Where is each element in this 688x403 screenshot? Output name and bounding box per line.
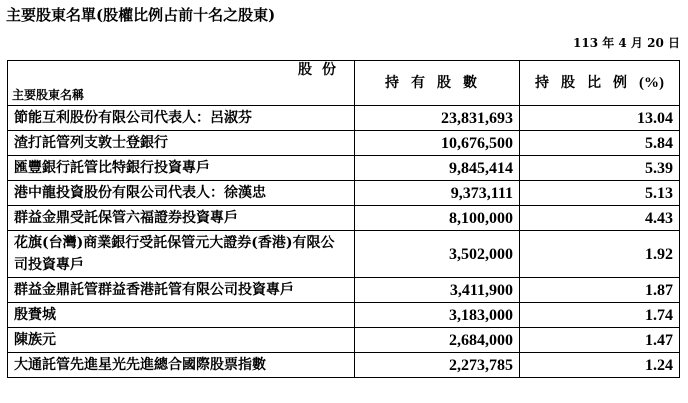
shares-held: 23,831,693 (355, 106, 520, 131)
table-row (8, 131, 680, 156)
table-row (8, 303, 680, 328)
table-row (8, 106, 680, 131)
table-row (8, 328, 680, 353)
header-name-label: 主要股東名稱 (12, 88, 85, 102)
document-date: 113 年 4 月 20 日 (573, 36, 680, 50)
holding-ratio: 4.43 (520, 206, 680, 231)
holding-ratio: 13.04 (520, 106, 680, 131)
shareholder-name: 匯豐銀行託管比特銀行投資專戶 (8, 156, 355, 181)
table-row (8, 353, 680, 378)
holding-ratio: 1.87 (520, 278, 680, 303)
holding-ratio: 1.24 (520, 353, 680, 378)
shares-held: 8,100,000 (355, 206, 520, 231)
header-ratio-label: 持股比例 (535, 74, 639, 91)
shareholder-name: 節能互利股份有限公司代表人：呂淑芬 (8, 106, 355, 131)
table-body (8, 106, 680, 378)
shares-held: 3,411,900 (355, 278, 520, 303)
shareholder-name: 港中龍投資股份有限公司代表人：徐漢忠 (8, 181, 355, 206)
table-row (8, 231, 680, 278)
holding-ratio: 1.74 (520, 303, 680, 328)
shares-held: 3,502,000 (355, 231, 520, 278)
shares-held: 9,845,414 (355, 156, 520, 181)
table-header-row (8, 61, 680, 106)
shares-held: 2,273,785 (355, 353, 520, 378)
header-ratio (520, 61, 680, 106)
table-row (8, 156, 680, 181)
header-shares-group: 股份 (298, 62, 346, 78)
holding-ratio: 1.47 (520, 328, 680, 353)
table-row (8, 181, 680, 206)
header-ratio-unit: (%) (639, 74, 664, 91)
table-row (8, 206, 680, 231)
shareholder-name: 群益金鼎受託保管六福證券投資專戶 (8, 206, 355, 231)
shareholder-name: 陳族元 (8, 328, 355, 353)
holding-ratio: 1.92 (520, 231, 680, 278)
shareholder-name: 渣打託管列支敦士登銀行 (8, 131, 355, 156)
shareholder-name: 殷賚城 (8, 303, 355, 328)
holding-ratio: 5.13 (520, 181, 680, 206)
holding-ratio: 5.39 (520, 156, 680, 181)
shares-held: 10,676,500 (355, 131, 520, 156)
shares-held: 3,183,000 (355, 303, 520, 328)
shares-held: 2,684,000 (355, 328, 520, 353)
shareholder-name: 大通託管先進星光先進總合國際股票指數 (8, 353, 355, 378)
shareholders-table (7, 60, 680, 378)
table-row (8, 278, 680, 303)
holding-ratio: 5.84 (520, 131, 680, 156)
header-name-cell (8, 61, 355, 106)
shareholder-name: 花旗(台灣)商業銀行受託保管元大證券(香港)有限公司投資專戶 (8, 231, 355, 278)
shareholder-name: 群益金鼎託管群益香港託管有限公司投資專戶 (8, 278, 355, 303)
shares-held: 9,373,111 (355, 181, 520, 206)
document-title: 主要股東名單(股權比例占前十名之股東) (6, 6, 276, 24)
header-shares-held: 持有股數 (355, 61, 520, 106)
